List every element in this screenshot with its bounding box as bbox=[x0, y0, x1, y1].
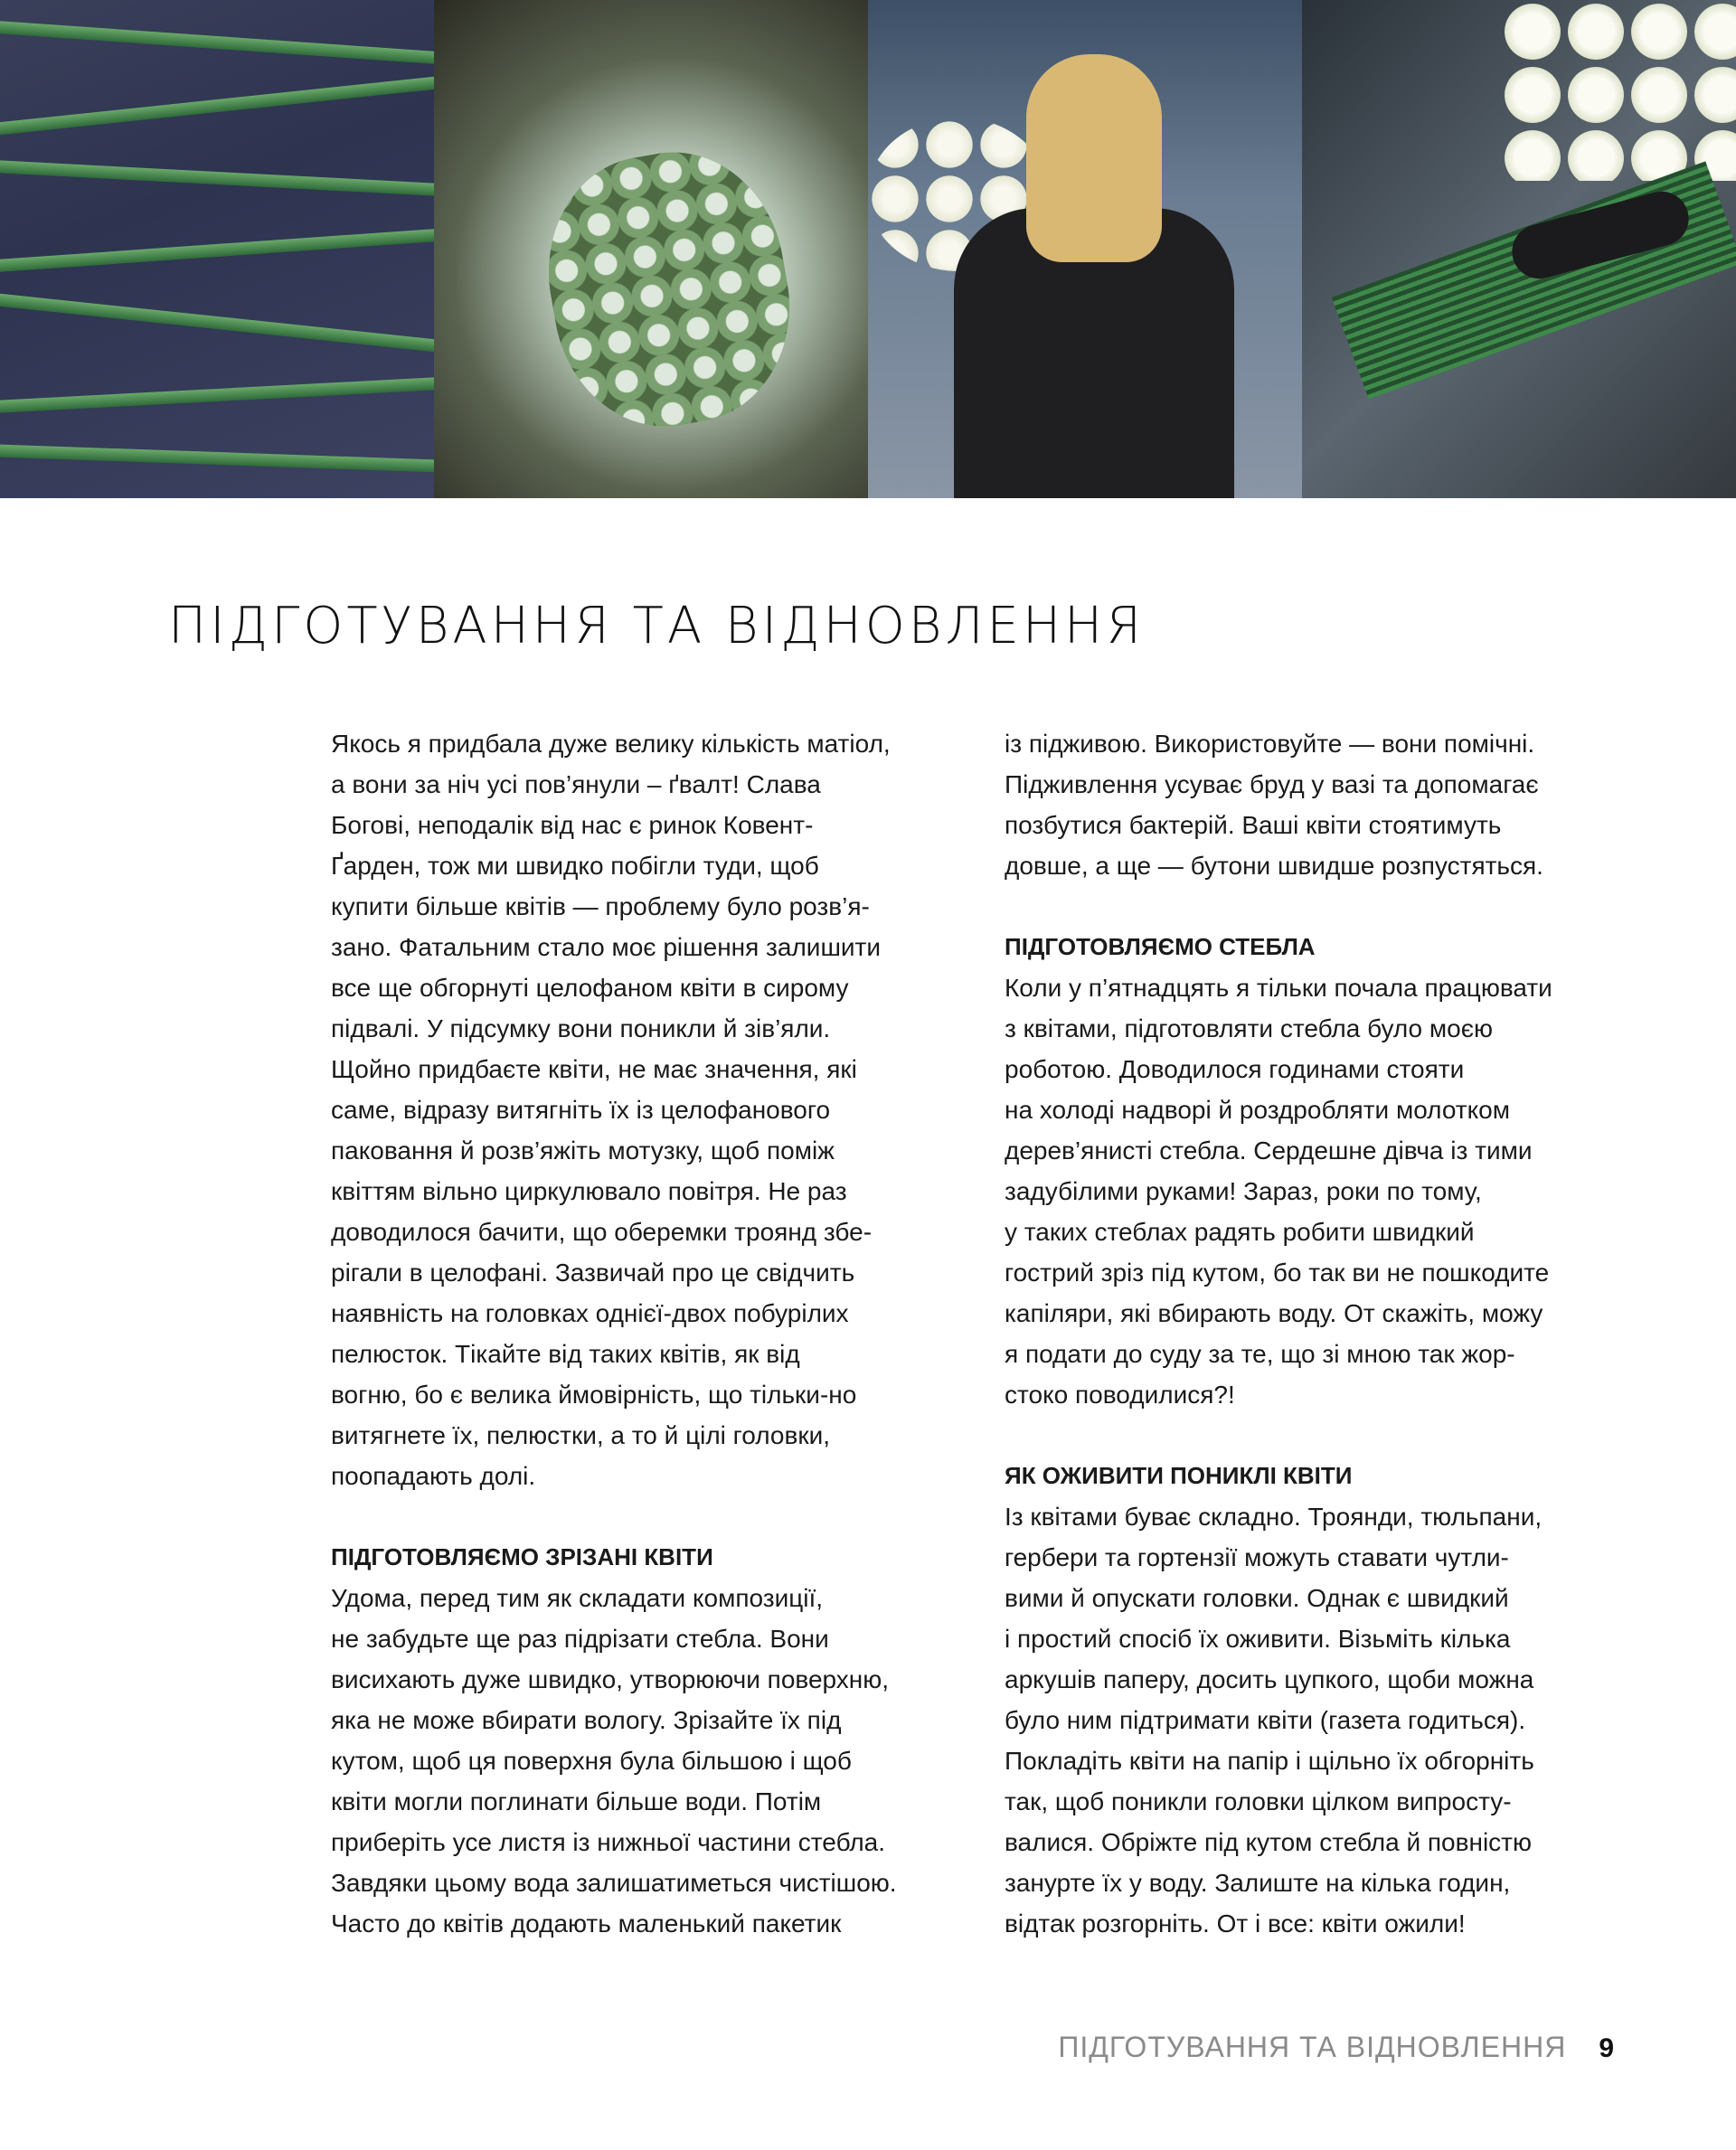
revive-paragraph bbox=[1005, 1496, 1656, 1944]
cut-flowers-paragraph bbox=[331, 1578, 982, 1944]
text-line: Щойно придбаєте квіти, не має значення, які bbox=[331, 1055, 857, 1083]
text-line: доводилося бачити, що оберемки троянд збе- bbox=[331, 1218, 873, 1246]
text-line: поопадають долі. bbox=[331, 1462, 536, 1490]
text-line: так, щоб поникли головки цілком випросту- bbox=[1005, 1787, 1512, 1815]
section-heading-revive: ЯК ОЖИВИТИ ПОНИКЛІ КВІТИ bbox=[1005, 1462, 1353, 1489]
text-line: і простий спосіб їх оживити. Візьміть кілька bbox=[1005, 1625, 1511, 1653]
text-line: Удома, перед тим як складати композиції, bbox=[331, 1584, 824, 1612]
text-line: аркушів паперу, досить цупкого, щоби можна bbox=[1005, 1665, 1534, 1693]
text-line: стоко поводилися?! bbox=[1005, 1381, 1235, 1409]
page-title: ПІДГОТУВАННЯ ТА ВІДНОВЛЕННЯ bbox=[168, 597, 1146, 655]
text-line: квіттям вільно циркулювало повітря. Не раз bbox=[331, 1177, 847, 1205]
text-line: позбутися бактерій. Ваші квіти стоятимуть bbox=[1005, 811, 1502, 839]
text-line: витягнете їх, пелюстки, а то й цілі головки, bbox=[331, 1421, 830, 1449]
section-heading-cut-flowers: ПІДГОТОВЛЯЄМО ЗРІЗАНІ КВІТИ bbox=[331, 1543, 713, 1570]
text-line: занурте їх у воду. Залиште на кілька годин, bbox=[1005, 1869, 1511, 1897]
text-line: Підживлення усуває бруд у вазі та допомагає bbox=[1005, 770, 1539, 798]
text-line: кутом, щоб ця поверхня була більшою і щоб bbox=[331, 1747, 852, 1775]
text-line: задубілими руками! Зараз, роки по тому, bbox=[1005, 1177, 1482, 1205]
stems-paragraph bbox=[1005, 967, 1656, 1415]
photo-rose-stems bbox=[0, 0, 434, 498]
text-line: висихають дуже швидко, утворюючи поверхню, bbox=[331, 1665, 890, 1693]
text-line: вими й опускати головки. Однак є швидкий bbox=[1005, 1584, 1509, 1612]
text-line: я подати до суду за те, що зі мною так жор- bbox=[1005, 1340, 1515, 1368]
text-line: вогню, бо є велика ймовірність, що тільки-но bbox=[331, 1381, 857, 1409]
text-line: гербери та гортензії можуть ставати чутли- bbox=[1005, 1543, 1509, 1571]
photo-florist-carrying-roses bbox=[868, 0, 1302, 498]
text-line: Завдяки цьому вода залишатиметься чистішою. bbox=[331, 1869, 897, 1897]
text-line: пелюсток. Тікайте від таких квітів, як від bbox=[331, 1340, 800, 1368]
page-footer bbox=[1058, 2031, 1614, 2064]
section-heading-stems: ПІДГОТОВЛЯЄМО СТЕБЛА bbox=[1005, 933, 1316, 960]
text-line: дерев’янисті стебла. Сердешне дівча із тими bbox=[1005, 1136, 1533, 1165]
text-line: у таких стеблах радять робити швидкий bbox=[1005, 1218, 1475, 1246]
text-line: все ще обгорнуті целофаном квіти в сирому bbox=[331, 974, 849, 1002]
page-number: 9 bbox=[1599, 2033, 1614, 2063]
text-line: Богові, неподалік від нас є ринок Ковент- bbox=[331, 811, 814, 839]
photo-wrapped-bundle bbox=[434, 0, 868, 498]
text-line: із підживою. Використовуйте — вони помічні. bbox=[1005, 730, 1535, 758]
text-line: підвалі. У підсумку вони поникли й зів’яли. bbox=[331, 1014, 831, 1042]
photo-strip bbox=[0, 0, 1736, 498]
right-column bbox=[1005, 723, 1656, 1944]
photo-cutting-white-roses bbox=[1302, 0, 1736, 498]
text-line: гострий зріз під кутом, бо так ви не пошкодите bbox=[1005, 1259, 1550, 1287]
text-line: зано. Фатальним стало моє рішення залишити bbox=[331, 933, 882, 961]
text-line: Покладіть квіти на папір і щільно їх обгорніть bbox=[1005, 1747, 1534, 1775]
continuation-paragraph bbox=[1005, 723, 1656, 886]
text-line: на холоді надворі й роздробляти молотком bbox=[1005, 1096, 1510, 1124]
text-line: відтак розгорніть. От і все: квіти ожили! bbox=[1005, 1910, 1466, 1938]
text-line: довше, а ще — бутони швидше розпустяться. bbox=[1005, 852, 1543, 880]
text-line: наявність на головках однієї-двох побурілих bbox=[331, 1299, 849, 1327]
text-line: Із квітами буває складно. Троянди, тюльпани, bbox=[1005, 1503, 1543, 1531]
text-line: яка не може вбирати вологу. Зрізайте їх під bbox=[331, 1706, 842, 1734]
text-line: приберіть усе листя із нижньої частини стебла. bbox=[331, 1828, 886, 1856]
text-line: рігали в целофані. Зазвичай про це свідчить bbox=[331, 1259, 855, 1287]
text-line: Часто до квітів додають маленький пакетик bbox=[331, 1910, 842, 1938]
text-line: Ґарден, тож ми швидко побігли туди, щоб bbox=[331, 852, 819, 880]
text-line: капіляри, які вбирають воду. От скажіть, можу bbox=[1005, 1299, 1543, 1327]
text-line: Коли у п’ятнадцять я тільки почала працювати bbox=[1005, 974, 1552, 1002]
intro-paragraph bbox=[331, 723, 982, 1496]
text-line: саме, відразу витягніть їх із целофанового bbox=[331, 1096, 831, 1124]
text-line: роботою. Доводилося годинами стояти bbox=[1005, 1055, 1465, 1083]
text-line: паковання й розв’яжіть мотузку, щоб поміж bbox=[331, 1136, 835, 1165]
text-line: валися. Обріжте під кутом стебла й повністю bbox=[1005, 1828, 1532, 1856]
text-line: було ним підтримати квіти (газета годиться). bbox=[1005, 1706, 1526, 1734]
running-title: ПІДГОТУВАННЯ ТА ВІДНОВЛЕННЯ bbox=[1058, 2031, 1567, 2063]
text-line: Якось я придбала дуже велику кількість матіол, bbox=[331, 730, 891, 758]
text-line: а вони за ніч усі пов’янули – ґвалт! Слава bbox=[331, 770, 821, 798]
left-column bbox=[331, 723, 982, 1944]
text-line: купити більше квітів — проблему було розв’я- bbox=[331, 892, 870, 920]
text-line: не забудьте ще раз підрізати стебла. Вони bbox=[331, 1625, 829, 1653]
text-line: квіти могли поглинати більше води. Потім bbox=[331, 1787, 822, 1815]
text-line: з квітами, підготовляти стебла було моєю bbox=[1005, 1014, 1493, 1042]
